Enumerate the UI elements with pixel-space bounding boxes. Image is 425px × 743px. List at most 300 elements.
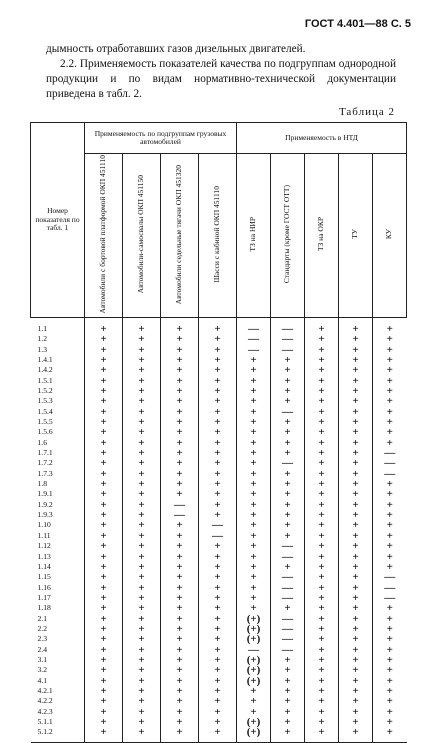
applicability-cell: +	[123, 479, 161, 489]
applicability-cell: +	[386, 695, 393, 708]
applicability-cell: +	[161, 365, 199, 375]
applicability-cell: +	[199, 417, 237, 427]
applicability-cell: +	[271, 510, 305, 520]
applicability-cell: +	[271, 727, 305, 742]
applicability-cell: +	[161, 645, 199, 655]
applicability-cell: +	[339, 562, 373, 572]
row-number-cell: 1.5.2	[31, 386, 85, 396]
applicability-cell: +	[199, 645, 237, 655]
applicability-cell: +	[199, 593, 237, 603]
applicability-cell: +	[237, 696, 271, 706]
applicability-cell: +	[123, 510, 161, 520]
applicability-cell: +	[199, 386, 237, 396]
applicability-cell: +	[305, 376, 339, 386]
applicability-cell: +	[339, 407, 373, 417]
applicability-cell: +	[199, 727, 237, 742]
applicability-cell: +	[339, 376, 373, 386]
applicability-cell: +	[161, 593, 199, 603]
applicability-cell: +	[237, 469, 271, 479]
applicability-cell: +	[386, 684, 393, 697]
applicability-cell: +	[386, 633, 393, 646]
subcolumn-header: ТУ	[339, 154, 373, 318]
table-row	[31, 696, 407, 706]
applicability-cell: +	[161, 469, 199, 479]
applicability-cell: +	[271, 427, 305, 437]
applicability-cell: +	[305, 634, 339, 644]
row-number-cell: 1.17	[31, 593, 85, 603]
applicability-cell: +	[85, 345, 123, 355]
applicability-cell: +	[305, 520, 339, 530]
applicability-cell: +	[305, 448, 339, 458]
applicability-cell: +	[161, 552, 199, 562]
applicability-cell: +	[123, 583, 161, 593]
applicability-cell: —	[237, 645, 271, 655]
row-number-cell: 4.2.2	[31, 696, 85, 706]
applicability-cell: +	[305, 531, 339, 541]
applicability-cell: +	[123, 593, 161, 603]
subcolumn-header: Шасси с кабиной ОКП 451110	[199, 154, 237, 318]
applicability-cell: +	[199, 407, 237, 417]
applicability-cell: +	[237, 593, 271, 603]
applicability-cell: +	[123, 686, 161, 696]
applicability-cell: +	[199, 562, 237, 572]
applicability-cell: (+)	[237, 634, 271, 644]
applicability-cell: +	[339, 417, 373, 427]
row-number-cell: 1.15	[31, 572, 85, 582]
applicability-cell: +	[85, 583, 123, 593]
applicability-cell: +	[123, 634, 161, 644]
applicability-cell: +	[123, 469, 161, 479]
applicability-cell: +	[199, 541, 237, 551]
applicability-cell: +	[161, 479, 199, 489]
applicability-cell: —	[271, 458, 305, 468]
applicability-cell: +	[271, 676, 305, 686]
applicability-cell: +	[305, 717, 339, 727]
applicability-cell: +	[305, 696, 339, 706]
applicability-cell: +	[305, 407, 339, 417]
applicability-cell: +	[386, 353, 393, 366]
applicability-cell: +	[271, 448, 305, 458]
applicability-cell: +	[85, 634, 123, 644]
applicability-cell: +	[305, 510, 339, 520]
applicability-cell: +	[305, 727, 339, 742]
applicability-cell: +	[339, 448, 373, 458]
applicability-cell: —	[271, 624, 305, 634]
applicability-cell: +	[237, 458, 271, 468]
applicability-cell: —	[161, 510, 199, 520]
row-number-cell: 4.1	[31, 676, 85, 686]
subcolumn-header: ТЗ на ОКР	[305, 154, 339, 318]
group-header-vehicles: Применяемость по подгруппам грузовых автомобилей	[85, 123, 237, 154]
applicability-cell: +	[85, 562, 123, 572]
applicability-cell: +	[199, 469, 237, 479]
applicability-cell: +	[237, 603, 271, 613]
applicability-cell: +	[386, 612, 393, 625]
applicability-cell: +	[305, 562, 339, 572]
applicability-cell: +	[161, 686, 199, 696]
applicability-cell: +	[339, 365, 373, 375]
applicability-cell: +	[161, 603, 199, 613]
applicability-cell: +	[237, 396, 271, 406]
applicability-cell: +	[123, 562, 161, 572]
applicability-cell: +	[237, 355, 271, 365]
row-number-cell: 2.1	[31, 614, 85, 624]
applicability-cell: +	[339, 676, 373, 686]
table-row	[31, 634, 407, 644]
applicability-cell: +	[161, 624, 199, 634]
applicability-cell: +	[305, 365, 339, 375]
applicability-cell: +	[199, 717, 237, 727]
applicability-cell: +	[161, 614, 199, 624]
applicability-cell: +	[161, 386, 199, 396]
applicability-cell: +	[305, 500, 339, 510]
applicability-cell: +	[386, 540, 393, 553]
applicability-cell: +	[271, 376, 305, 386]
applicability-cell: +	[199, 552, 237, 562]
applicability-cell: +	[161, 448, 199, 458]
applicability-cell: —	[271, 593, 305, 603]
applicability-cell: +	[237, 438, 271, 448]
applicability-cell: +	[123, 531, 161, 541]
row-number-cell: 1.2	[31, 334, 85, 344]
applicability-cell: +	[123, 676, 161, 686]
applicability-cell: +	[271, 355, 305, 365]
applicability-cell: +	[339, 727, 373, 742]
applicability-cell: +	[161, 458, 199, 468]
applicability-cell: +	[305, 386, 339, 396]
table-row	[31, 572, 407, 582]
applicability-cell: +	[199, 396, 237, 406]
applicability-cell: +	[123, 334, 161, 344]
applicability-cell: (+)	[237, 676, 271, 686]
row-number-cell: 1.7.3	[31, 469, 85, 479]
applicability-cell: +	[339, 603, 373, 613]
applicability-cell: —	[237, 317, 271, 334]
applicability-cell: +	[271, 520, 305, 530]
applicability-cell: —	[271, 634, 305, 644]
applicability-cell: +	[339, 500, 373, 510]
applicability-cell: +	[199, 510, 237, 520]
applicability-cell: +	[339, 707, 373, 717]
table-row	[31, 317, 407, 334]
applicability-cell: +	[386, 364, 393, 377]
applicability-cell: (+)	[237, 717, 271, 727]
applicability-cell: +	[161, 562, 199, 572]
applicability-cell: —	[384, 581, 396, 594]
applicability-cell: +	[161, 717, 199, 727]
applicability-cell: +	[123, 438, 161, 448]
applicability-cell: —	[199, 531, 237, 541]
row-number-cell: 1.16	[31, 583, 85, 593]
applicability-cell: +	[123, 427, 161, 437]
applicability-cell: +	[237, 583, 271, 593]
applicability-cell: +	[123, 489, 161, 499]
applicability-cell: +	[339, 572, 373, 582]
row-number-cell: 1.7.2	[31, 458, 85, 468]
applicability-cell: +	[123, 645, 161, 655]
applicability-cell: +	[85, 665, 123, 675]
applicability-cell: +	[161, 696, 199, 706]
applicability-cell: +	[85, 469, 123, 479]
applicability-cell: +	[339, 614, 373, 624]
applicability-cell: +	[199, 603, 237, 613]
subcolumn-header: КУ	[373, 154, 407, 318]
applicability-cell: +	[339, 624, 373, 634]
applicability-cell: +	[305, 676, 339, 686]
applicability-cell: +	[237, 572, 271, 582]
applicability-cell: +	[386, 488, 393, 501]
applicability-cell: +	[271, 500, 305, 510]
applicability-cell: +	[271, 365, 305, 375]
applicability-cell: +	[237, 562, 271, 572]
applicability-cell: +	[305, 355, 339, 365]
applicability-cell: +	[199, 634, 237, 644]
applicability-cell: +	[161, 396, 199, 406]
applicability-cell: +	[386, 343, 393, 356]
applicability-cell: +	[271, 696, 305, 706]
row-number-cell: 4.2.1	[31, 686, 85, 696]
applicability-cell: +	[123, 655, 161, 665]
applicability-cell: +	[85, 427, 123, 437]
row-number-cell: 1.13	[31, 552, 85, 562]
applicability-cell: +	[305, 396, 339, 406]
applicability-cell: +	[161, 317, 199, 334]
applicability-cell: +	[339, 334, 373, 344]
applicability-cell: +	[161, 376, 199, 386]
row-number-cell: 1.12	[31, 541, 85, 551]
row-number-cell: 1.3	[31, 345, 85, 355]
applicability-cell: +	[123, 552, 161, 562]
applicability-cell: +	[271, 469, 305, 479]
applicability-cell: +	[85, 438, 123, 448]
applicability-cell: +	[199, 334, 237, 344]
applicability-cell: +	[305, 317, 339, 334]
paragraph-continuation: дымность отработавших газов дизельных двигателей.	[46, 43, 306, 55]
applicability-cell: +	[386, 498, 393, 511]
applicability-cell: +	[123, 624, 161, 634]
row-number-cell: 1.5.1	[31, 376, 85, 386]
applicability-cell: +	[161, 583, 199, 593]
applicability-cell: +	[85, 355, 123, 365]
page-header: ГОСТ 4.401—88 С. 5	[304, 18, 411, 30]
applicability-cell: —	[271, 552, 305, 562]
applicability-cell: +	[123, 396, 161, 406]
applicability-cell: +	[123, 458, 161, 468]
applicability-cell: +	[339, 469, 373, 479]
applicability-cell: +	[85, 603, 123, 613]
applicability-cell: +	[271, 665, 305, 675]
applicability-cell: +	[85, 334, 123, 344]
table-row	[31, 541, 407, 551]
row-number-cell: 1.14	[31, 562, 85, 572]
applicability-cell: +	[161, 655, 199, 665]
subcolumn-header: Автомобили с бортовой платформой ОКП 451110	[85, 154, 123, 318]
applicability-cell: +	[123, 448, 161, 458]
applicability-cell: +	[123, 665, 161, 675]
applicability-cell: —	[271, 645, 305, 655]
applicability-cell: +	[305, 438, 339, 448]
applicability-cell: +	[199, 427, 237, 437]
table-row	[31, 707, 407, 717]
applicability-cell: +	[271, 655, 305, 665]
applicability-cell: +	[271, 438, 305, 448]
applicability-cell: +	[161, 417, 199, 427]
applicability-cell: +	[161, 634, 199, 644]
applicability-cell: +	[339, 520, 373, 530]
applicability-cell: +	[305, 345, 339, 355]
applicability-cell: +	[237, 510, 271, 520]
applicability-cell: +	[199, 438, 237, 448]
applicability-cell: (+)	[237, 727, 271, 742]
applicability-cell: +	[85, 645, 123, 655]
applicability-cell: +	[199, 583, 237, 593]
applicability-cell: +	[271, 386, 305, 396]
applicability-cell: +	[305, 614, 339, 624]
applicability-cell: +	[305, 417, 339, 427]
applicability-cell: —	[199, 520, 237, 530]
applicability-cell: —	[271, 541, 305, 551]
applicability-cell: +	[339, 655, 373, 665]
applicability-cell: +	[305, 489, 339, 499]
group-header-ntd: Применяемость в НТД	[237, 123, 407, 154]
applicability-cell: +	[305, 624, 339, 634]
applicability-cell: +	[237, 386, 271, 396]
applicability-cell: +	[85, 417, 123, 427]
applicability-cell: +	[123, 572, 161, 582]
row-number-cell: 2.2	[31, 624, 85, 634]
applicability-cell: —	[271, 583, 305, 593]
applicability-cell: +	[85, 655, 123, 665]
row-number-cell: 1.9.3	[31, 510, 85, 520]
applicability-cell: +	[339, 645, 373, 655]
applicability-cell: +	[386, 674, 393, 687]
row-number-cell: 1.1	[31, 317, 85, 334]
applicability-cell: +	[123, 317, 161, 334]
applicability-cell: +	[386, 726, 393, 739]
applicability-cell: +	[199, 572, 237, 582]
applicability-cell: (+)	[237, 624, 271, 634]
row-number-cell: 1.7.1	[31, 448, 85, 458]
applicability-cell: +	[271, 396, 305, 406]
applicability-cell: +	[85, 624, 123, 634]
applicability-cell: +	[199, 365, 237, 375]
applicability-cell: +	[237, 686, 271, 696]
row-number-cell: 3.1	[31, 655, 85, 665]
row-number-cell: 1.8	[31, 479, 85, 489]
applicability-cell: +	[237, 376, 271, 386]
applicability-cell: +	[386, 509, 393, 522]
applicability-cell: +	[85, 520, 123, 530]
row-number-cell: 1.9.2	[31, 500, 85, 510]
applicability-cell: +	[339, 438, 373, 448]
applicability-cell: +	[237, 417, 271, 427]
applicability-cell: +	[161, 407, 199, 417]
applicability-cell: +	[271, 417, 305, 427]
row-number-cell: 1.9.1	[31, 489, 85, 499]
applicability-cell: +	[199, 614, 237, 624]
row-number-cell: 2.4	[31, 645, 85, 655]
row-number-cell: 5.1.2	[31, 727, 85, 742]
applicability-cell: +	[85, 376, 123, 386]
table-row	[31, 665, 407, 675]
applicability-cell: +	[305, 427, 339, 437]
applicability-cell: +	[237, 707, 271, 717]
applicability-cell: +	[123, 614, 161, 624]
applicability-cell: +	[305, 469, 339, 479]
applicability-cell: +	[305, 479, 339, 489]
row-number-cell: 1.4.2	[31, 365, 85, 375]
row-number-cell: 5.1.1	[31, 717, 85, 727]
applicability-cell: +	[123, 417, 161, 427]
applicability-cell: +	[339, 686, 373, 696]
row-number-cell: 3.2	[31, 665, 85, 675]
applicability-cell: +	[123, 707, 161, 717]
applicability-cell: +	[237, 427, 271, 437]
applicability-cell: +	[386, 653, 393, 666]
applicability-cell: +	[305, 572, 339, 582]
applicability-cell: +	[339, 396, 373, 406]
applicability-cell: +	[237, 489, 271, 499]
applicability-cell: +	[339, 552, 373, 562]
applicability-cell: +	[199, 345, 237, 355]
applicability-cell: —	[384, 457, 396, 470]
applicability-cell: +	[386, 643, 393, 656]
applicability-cell: +	[161, 334, 199, 344]
applicability-cell: +	[199, 500, 237, 510]
applicability-cell: (+)	[237, 655, 271, 665]
applicability-cell: +	[85, 396, 123, 406]
applicability-cell: +	[85, 407, 123, 417]
applicability-cell: +	[85, 510, 123, 520]
applicability-cell: +	[123, 603, 161, 613]
applicability-cell: +	[161, 676, 199, 686]
applicability-cell: —	[384, 571, 396, 584]
applicability-cell: +	[85, 458, 123, 468]
applicability-cell: +	[386, 426, 393, 439]
applicability-cell: +	[305, 541, 339, 551]
subcolumn-header: ТЗ на НИР	[237, 154, 271, 318]
applicability-cell: +	[237, 407, 271, 417]
applicability-cell: +	[339, 717, 373, 727]
applicability-cell: +	[85, 500, 123, 510]
applicability-cell: +	[85, 572, 123, 582]
applicability-cell: —	[237, 334, 271, 344]
applicability-cell: +	[305, 707, 339, 717]
applicability-cell: +	[161, 572, 199, 582]
applicability-cell: +	[271, 562, 305, 572]
applicability-cell: +	[386, 478, 393, 491]
row-number-cell: 1.10	[31, 520, 85, 530]
applicability-cell: +	[199, 479, 237, 489]
applicability-cell: +	[161, 541, 199, 551]
applicability-cell: +	[123, 727, 161, 742]
applicability-cell: +	[386, 519, 393, 532]
applicability-cell: +	[386, 374, 393, 387]
applicability-cell: +	[161, 489, 199, 499]
applicability-cell: +	[237, 552, 271, 562]
row-number-cell: 1.5.5	[31, 417, 85, 427]
applicability-cell: —	[271, 407, 305, 417]
applicability-cell: +	[161, 345, 199, 355]
applicability-cell: +	[85, 317, 123, 334]
applicability-cell: +	[199, 686, 237, 696]
applicability-cell: +	[85, 727, 123, 742]
applicability-cell: (+)	[237, 614, 271, 624]
applicability-cell: +	[85, 479, 123, 489]
row-number-cell: 1.5.4	[31, 407, 85, 417]
table-row	[31, 727, 407, 742]
applicability-cell: +	[305, 603, 339, 613]
